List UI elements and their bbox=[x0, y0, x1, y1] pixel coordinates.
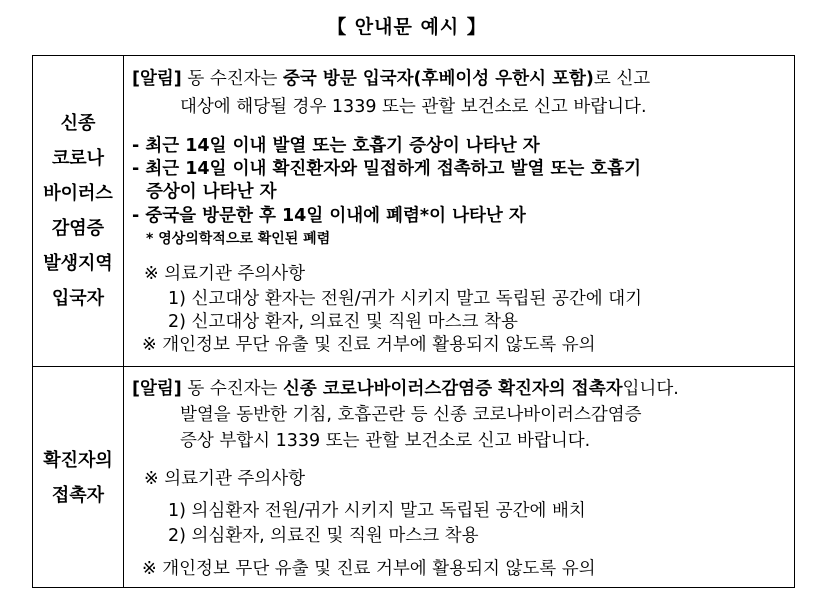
caution-item: 2) 신고대상 환자, 의료진 및 직원 마스크 착용 bbox=[168, 312, 518, 332]
alert-emphasis: 중국 방문 입국자(후베이성 우한시 포함) bbox=[283, 69, 594, 89]
row-label-line: 바이러스 bbox=[43, 183, 113, 204]
alert-tag: [알림] bbox=[132, 379, 182, 399]
row-content-cell bbox=[132, 367, 788, 588]
row-label-line: 입국자 bbox=[51, 288, 105, 309]
alert-line-continued: 증상 부합시 1339 또는 관할 보건소로 신고 바랍니다. bbox=[180, 431, 591, 451]
alert-text: 동 수진자는 bbox=[181, 379, 284, 399]
alert-line bbox=[132, 65, 650, 90]
alert-text: 입니다. bbox=[622, 379, 679, 399]
footnote: * 영상의학적으로 확인된 폐렴 bbox=[146, 231, 331, 247]
row-label-line: 확진자의 bbox=[43, 449, 113, 471]
alert-text: 로 신고 bbox=[593, 69, 651, 89]
privacy-note: ※ 개인정보 무단 유출 및 진료 거부에 활용되지 않도록 유의 bbox=[142, 335, 596, 355]
alert-line-continued: 대상에 해당될 경우 1339 또는 관할 보건소로 신고 바랍니다. bbox=[180, 97, 647, 117]
row-label-line: 코로나 bbox=[51, 148, 105, 169]
criteria-item-continued: 증상이 나타난 자 bbox=[146, 182, 277, 202]
caution-item: 1) 신고대상 환자는 전원/귀가 시키지 말고 독립된 공간에 대기 bbox=[168, 289, 643, 309]
page-title: 【 안내문 예시 】 bbox=[327, 16, 487, 38]
criteria-item: - 최근 14일 이내 확진환자와 밀접하게 접촉하고 발열 또는 호흡기 bbox=[132, 159, 642, 179]
row-label-cell bbox=[33, 367, 124, 588]
caution-item: 1) 의심환자 전원/귀가 시키지 말고 독립된 공간에 배치 bbox=[168, 501, 586, 521]
notice-table bbox=[32, 55, 795, 588]
alert-emphasis: 신종 코로나바이러스감염증 확진자의 접촉자 bbox=[283, 379, 623, 399]
alert-line-continued: 발열을 동반한 기침, 호흡곤란 등 신종 코로나바이러스감염증 bbox=[180, 405, 642, 425]
caution-title: ※ 의료기관 주의사항 bbox=[144, 469, 306, 489]
caution-title: ※ 의료기관 주의사항 bbox=[144, 264, 306, 284]
row-label bbox=[43, 106, 113, 316]
privacy-note: ※ 개인정보 무단 유출 및 진료 거부에 활용되지 않도록 유의 bbox=[142, 559, 596, 579]
criteria-item: - 중국을 방문한 후 14일 이내에 폐렴*이 나타난 자 bbox=[132, 206, 526, 226]
table-row-overseas-arrival bbox=[33, 56, 794, 367]
row-label-line: 감염증 bbox=[51, 218, 105, 239]
row-label-cell bbox=[33, 56, 124, 366]
alert-line bbox=[132, 375, 679, 400]
row-label-line: 접촉자 bbox=[51, 484, 105, 506]
row-label-line: 신종 bbox=[60, 113, 96, 134]
row-label-line: 발생지역 bbox=[43, 253, 113, 274]
row-content-cell bbox=[132, 56, 788, 366]
row-label bbox=[43, 443, 113, 513]
alert-tag: [알림] bbox=[132, 69, 182, 89]
alert-text: 동 수진자는 bbox=[181, 69, 284, 89]
table-row-confirmed-contact bbox=[33, 367, 794, 588]
criteria-item: - 최근 14일 이내 발열 또는 호흡기 증상이 나타난 자 bbox=[132, 136, 540, 156]
caution-item: 2) 의심환자, 의료진 및 직원 마스크 착용 bbox=[168, 526, 479, 546]
